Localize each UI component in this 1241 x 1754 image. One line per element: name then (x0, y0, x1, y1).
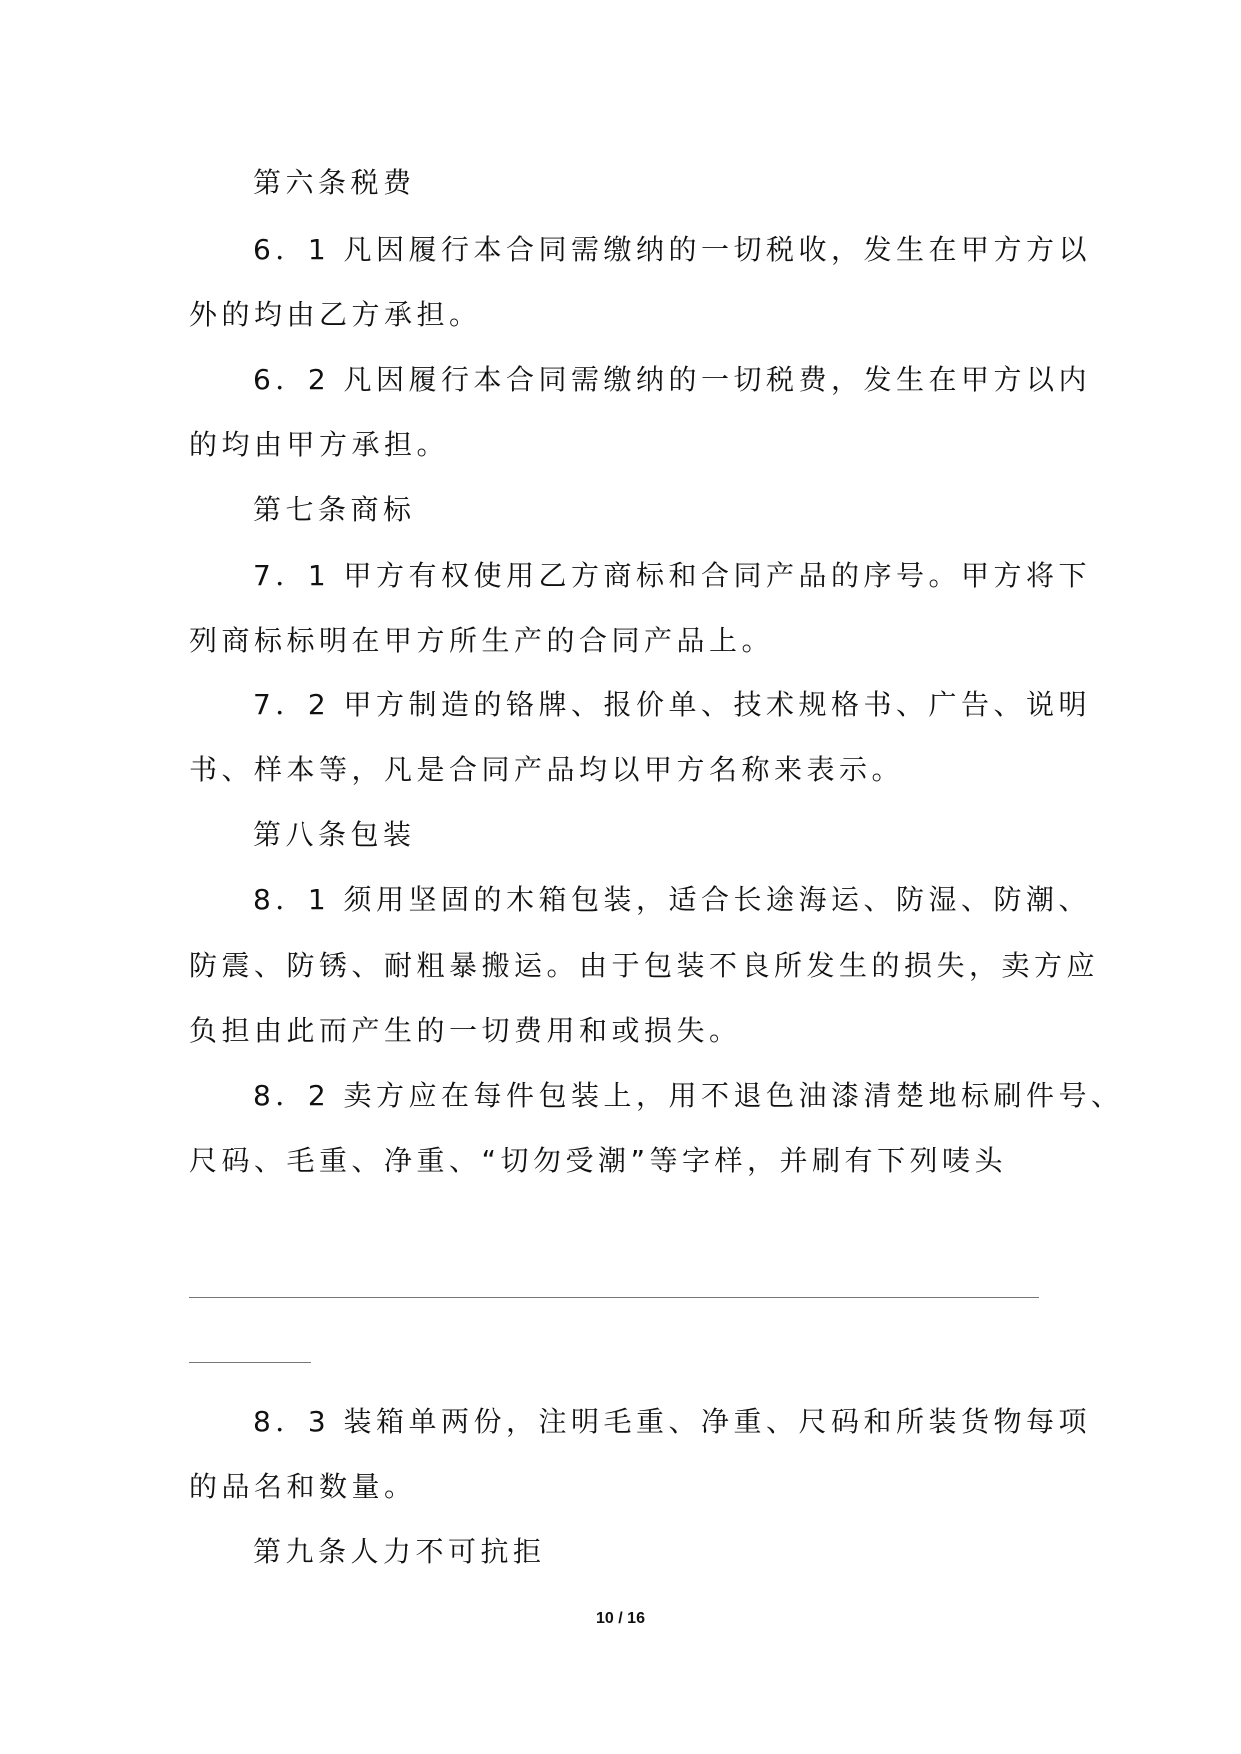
paragraph-line: 6．2 凡因履行本合同需缴纳的一切税费，发生在甲方以内 (253, 363, 1092, 396)
paragraph-line: 8．2 卖方应在每件包装上，用不退色油漆清楚地标刷件号、 (253, 1079, 1124, 1112)
section-heading-7: 第七条商标 (253, 493, 416, 526)
paragraph-line: 尺码、毛重、净重、“切勿受潮”等字样，并刷有下列唛头 (189, 1144, 1008, 1177)
paragraph-line: 书、样本等，凡是合同产品均以甲方名称来表示。 (189, 753, 905, 786)
paragraph-line: 8．3 装箱单两份，注明毛重、净重、尺码和所装货物每项 (253, 1405, 1092, 1438)
paragraph-line: 列商标标明在甲方所生产的合同产品上。 (189, 624, 775, 657)
section-heading-9: 第九条人力不可抗拒 (253, 1535, 546, 1568)
paragraph-line: 外的均由乙方承担。 (189, 298, 482, 331)
paragraph-line: 防震、防锈、耐粗暴搬运。由于包装不良所发生的损失，卖方应 (189, 949, 1100, 982)
section-heading-8: 第八条包装 (253, 818, 416, 851)
page-number: 10 / 16 (596, 1610, 645, 1627)
paragraph-line: 负担由此而产生的一切费用和或损失。 (189, 1014, 742, 1047)
paragraph-line: 7．2 甲方制造的铬牌、报价单、技术规格书、广告、说明 (253, 688, 1092, 721)
paragraph-line: 的品名和数量。 (189, 1470, 417, 1503)
fill-in-blank-line (189, 1297, 1039, 1298)
fill-in-blank-line (189, 1362, 311, 1363)
paragraph-line: 8．1 须用坚固的木箱包装，适合长途海运、防湿、防潮、 (253, 883, 1092, 916)
section-heading-6: 第六条税费 (253, 166, 416, 199)
paragraph-line: 的均由甲方承担。 (189, 428, 450, 461)
paragraph-line: 6．1 凡因履行本合同需缴纳的一切税收，发生在甲方方以 (253, 233, 1092, 266)
paragraph-line: 7．1 甲方有权使用乙方商标和合同产品的序号。甲方将下 (253, 559, 1092, 592)
